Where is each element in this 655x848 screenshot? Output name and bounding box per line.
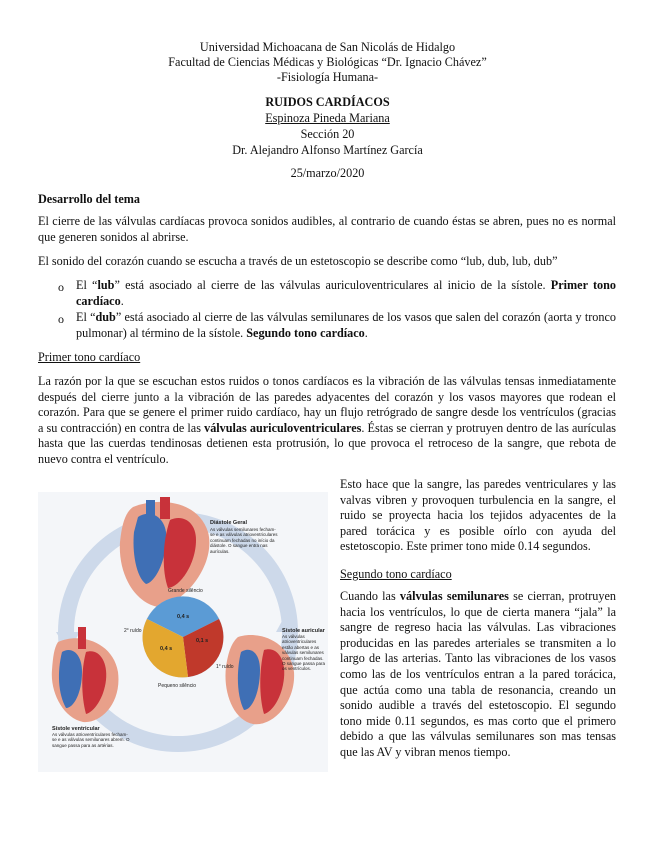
timing-pie-chart [143,596,224,677]
atrial-caption-title: Sístole auricular [282,628,325,634]
bullet-marker: o [58,280,64,294]
ventricular-caption-title: Sístole ventricular [52,726,100,732]
pie-label-left: 0,4 s [160,646,173,652]
section-heading: Desarrollo del tema [38,192,140,206]
second-tone-heading: Segundo tono cardíaco [340,567,452,581]
pie-label-top: 0,4 s [177,614,190,620]
subject-name: -Fisiología Humana- [276,70,379,84]
cardiac-cycle-diagram [38,492,328,772]
list-item-dub: El “dub” está asociado al cierre de las válvulas semilunares de los vasos que salen del corazón (aorta y tronco pulmonar) al término de la sístole. Segundo tono cardíaco. [76,310,616,340]
second-tone-paragraph: Cuando las válvulas semilunares se cierran, protruyen hacia los ventrículos, lo que de cierta manera “jala” la sangre de regreso hacia las válvulas. Las vibraciones producidas en las paredes arteriales se transmiten a lo largo de las arterias. Tanto las vibraciones de los vasos como las de los ventrículos entran a la pared torácica, que actúa como una tabla de resonancia, creando un sonido audible a través del estetoscopio. El segundo tono mide 0.11 segundos, es mas corto que el primero debido a que las válvulas semilunares son mas tensas que las AV y vibran menos tiempo. [340,589,616,759]
university-name: Universidad Michoacana de San Nicolás de Hidalgo [199,40,456,54]
diastole-caption: As válvulas semilunares fecham-se e as válvulas atrioventriculares continuam fechadas no início da diástole. O sangue entra nas aurículas. [210,527,278,554]
first-tone-paragraph: La razón por la que se escuchan estos ruidos o tonos cardíacos es la vibración de las válvulas tensas inmediatamente después del cierre junto a la vibración de las paredes adyacentes del corazón y los vasos mayores que rodean el corazón. Para que se genere el primer ruido cardíaco, hay un flujo retrógrado de sangre desde los ventrículos (gracias a su contracción) en contra de las válvulas auriculoventriculares. Éstas se cierran y protruyen dentro de las aurículas hasta que las cuerdas tendinosas detienen esta protrusión, lo que provoca el retroceso de la sangre, que rebota de nuevo contra el ventrículo. [38,374,616,466]
label-big-silence: Grande silêncio [168,588,203,594]
atrial-caption: As válvulas atrioventriculares estão abertas e as válvulas semilunares continuam fechadas. O sangue passa para os ventrículos. [282,634,326,672]
section-label: Sección 20 [300,127,355,141]
bullet-marker: o [58,312,64,326]
document-title: RUIDOS CARDÍACOS [265,95,390,109]
stethoscope-paragraph: El sonido del corazón cuando se escucha a través de un estetoscopio se describe como “lub, dub, lub, dub” [38,254,558,268]
author-name: Espinoza Pineda Mariana [265,111,390,125]
document-date: 25/marzo/2020 [290,166,365,180]
teacher-name: Dr. Alejandro Alfonso Martínez García [232,143,423,157]
first-tone-heading: Primer tono cardíaco [38,350,141,364]
heart-ventricular-systole-illustration [52,627,119,722]
cardiac-cycle-figure [38,492,328,772]
first-tone-continued: Esto hace que la sangre, las paredes ventriculares y las valvas vibren y provoquen turbulencia en la sangre, el ruido se proyecta hacia los tejidos adyacentes de la pared torácica y es posible oírlo con ayuda del estetoscopio. Este primer tono mide 0.14 segundos. [340,477,616,554]
intro-paragraph: El cierre de las válvulas cardíacas provoca sonidos audibles, al contrario de cuando éstas se abren, pues no es normal que generen sonidos al abrirse. [38,214,616,244]
diastole-caption-title: Diástole Geral [210,520,247,526]
label-small-silence: Pequeno silêncio [158,683,197,689]
pie-label-right: 0,1 s [196,638,209,644]
list-item-lub: El “lub” está asociado al cierre de las válvulas auriculoventriculares al inicio de la sístole. Primer tono cardíaco. [76,278,617,308]
label-first-sound: 1° ruído [216,664,234,670]
label-second-sound: 2° ruído [124,628,142,634]
ventricular-caption: As válvulas atrioventriculares fecham-se e as válvulas semilunares abrem. O sangue passa para as artérias. [52,732,130,748]
faculty-name: Facultad de Ciencias Médicas y Biológicas “Dr. Ignacio Chávez” [168,55,487,69]
